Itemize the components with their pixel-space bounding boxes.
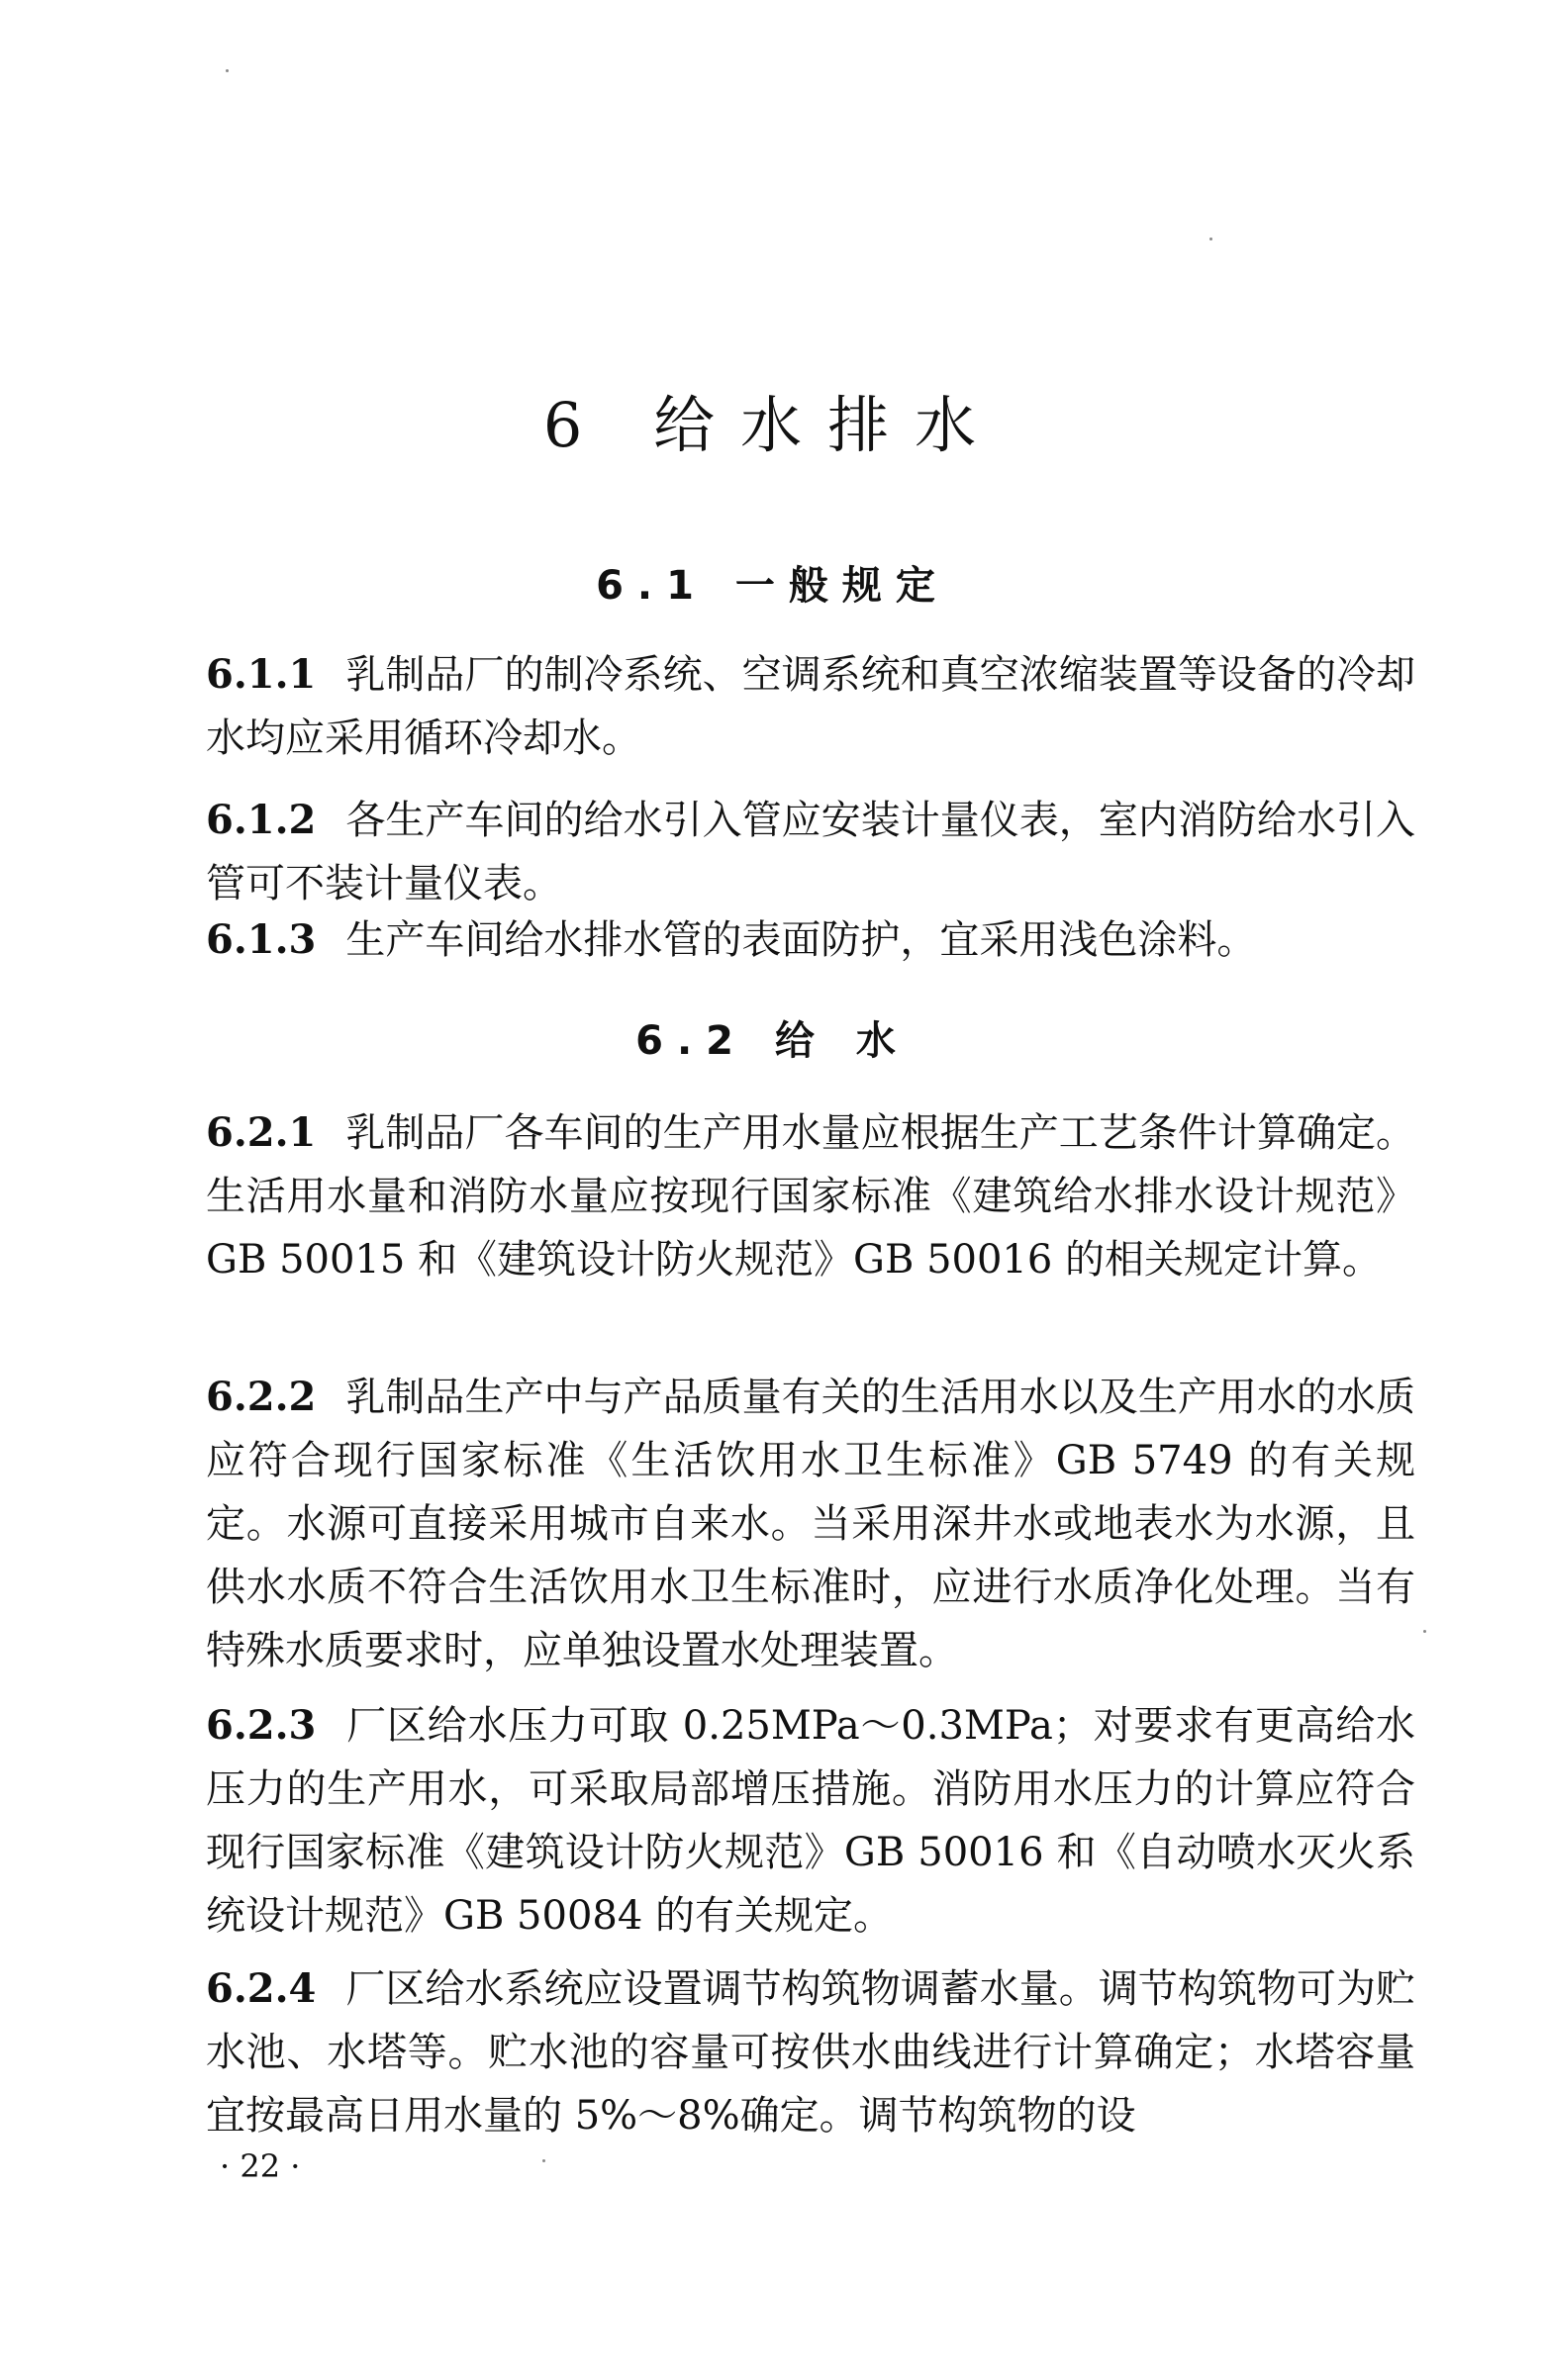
scan-speck <box>1209 238 1212 240</box>
clause-6-1-2 <box>206 789 1415 915</box>
page-number: · 22 · <box>220 2147 301 2185</box>
clause-6-1-1 <box>206 643 1415 770</box>
clause-number: 6.2.3 <box>206 1702 317 1749</box>
clause-text: 乳制品厂的制冷系统、空调系统和真空浓缩装置等设备的冷却水均应采用循环冷却水。 <box>206 652 1415 761</box>
section-title-6-2: 6.2 给 水 <box>635 1018 910 1064</box>
clause-6-2-3 <box>206 1694 1415 1948</box>
clause-text: 厂区给水压力可取 0.25MPa～0.3MPa；对要求有更高给水压力的生产用水，可采取局部增压措施。消防用水压力的计算应符合现行国家标准《建筑设计防火规范》GB 50016 和《自动喷水灭火系统设计规范》GB 50084 的有关规定。 <box>206 1703 1415 1939</box>
clause-6-2-2 <box>206 1366 1415 1682</box>
clause-text: 厂区给水系统应设置调节构筑物调蓄水量。调节构筑物可为贮水池、水塔等。贮水池的容量可按供水曲线进行计算确定；水塔容量宜按最高日用水量的 5%～8%确定。调节构筑物的设 <box>206 1966 1415 2139</box>
clause-text: 乳制品生产中与产品质量有关的生活用水以及生产用水的水质应符合现行国家标准《生活饮用水卫生标准》GB 5749 的有关规定。水源可直接采用城市自来水。当采用深井水或地表水为水源，且供水水质不符合生活饮用水卫生标准时，应进行水质净化处理。当有特殊水质要求时，应单独设置水处理装置。 <box>206 1375 1415 1673</box>
clause-number: 6.2.4 <box>206 1965 317 2012</box>
clause-number: 6.2.2 <box>206 1374 317 1420</box>
scan-speck <box>542 2159 545 2162</box>
clause-text: 生产车间给水排水管的表面防护，宜采用浅色涂料。 <box>345 917 1257 963</box>
clause-6-2-1 <box>206 1101 1415 1291</box>
chapter-title: 6 给水排水 <box>542 389 1003 461</box>
clause-number: 6.2.1 <box>206 1109 317 1156</box>
clause-text: 各生产车间的给水引入管应安装计量仪表，室内消防给水引入管可不装计量仪表。 <box>206 798 1415 906</box>
scan-speck <box>226 69 229 72</box>
clause-number: 6.1.1 <box>206 651 317 698</box>
clause-6-2-4 <box>206 1957 1415 2147</box>
section-title-6-1: 6.1 一般规定 <box>596 563 949 609</box>
clause-6-1-3 <box>206 908 1415 972</box>
clause-number: 6.1.2 <box>206 797 317 843</box>
clause-number: 6.1.3 <box>206 916 317 963</box>
scan-speck <box>1423 1630 1426 1633</box>
clause-text: 乳制品厂各车间的生产用水量应根据生产工艺条件计算确定。生活用水量和消防水量应按现行国家标准《建筑给水排水设计规范》GB 50015 和《建筑设计防火规范》GB 50016 的相关规定计算。 <box>206 1110 1415 1283</box>
